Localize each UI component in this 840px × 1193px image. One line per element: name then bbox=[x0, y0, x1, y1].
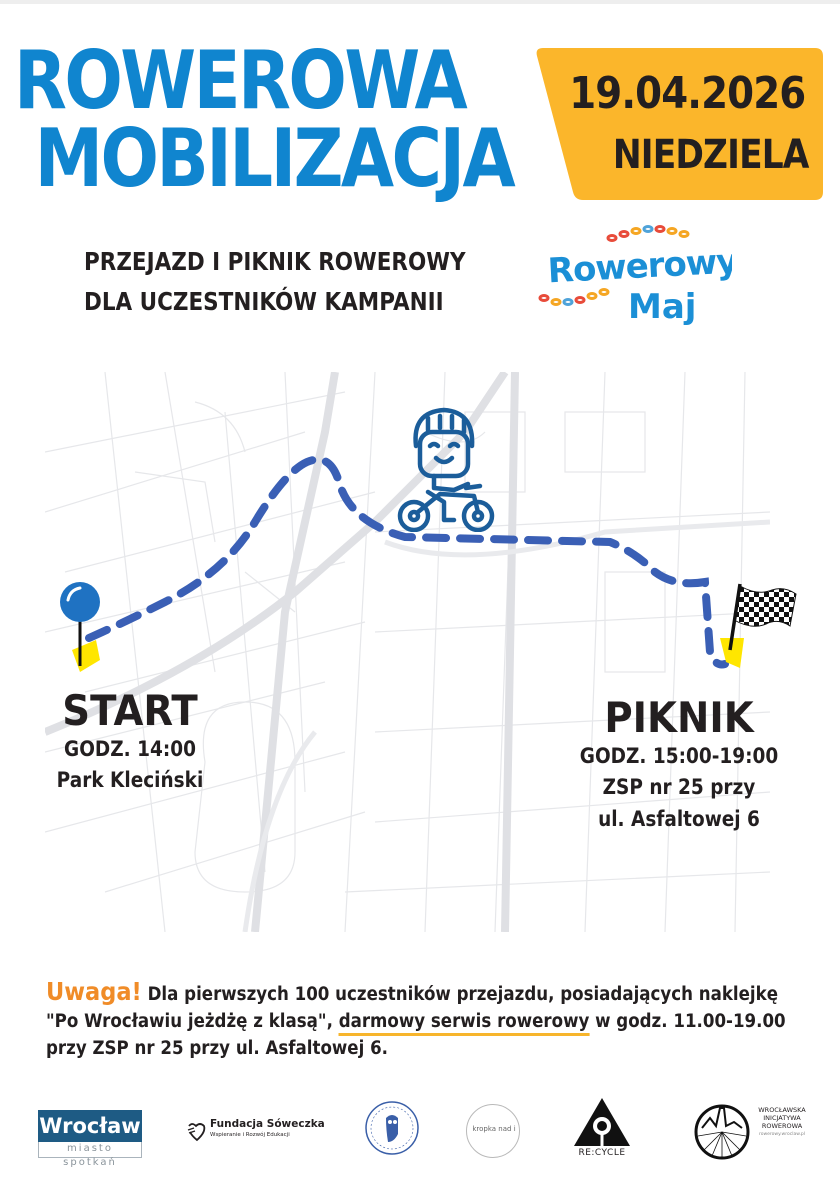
heart-hands-icon bbox=[186, 1120, 208, 1142]
title-line-1: ROWEROWA bbox=[14, 34, 466, 127]
notice-prefix: Uwaga! bbox=[46, 977, 142, 1006]
notice-highlight: darmowy serwis rowerowy bbox=[339, 1011, 590, 1036]
piknik-place-line-1: ZSP nr 25 przy bbox=[602, 775, 756, 799]
start-time: GODZ. 14:00 bbox=[64, 737, 196, 761]
cyclist-icon bbox=[394, 404, 498, 532]
event-day: NIEDZIELA bbox=[613, 132, 809, 178]
svg-text:Rowerowy: Rowerowy bbox=[546, 241, 732, 292]
title-line-2: MOBILIZACJA bbox=[34, 112, 514, 205]
date-badge bbox=[535, 48, 823, 200]
event-subtitle bbox=[84, 242, 466, 322]
wroclawska-inicjatywa-rowerowa-logo: WROCŁAWSKA INICJATYWA ROWEROWA rowerowy.wroclaw.pl bbox=[694, 1098, 834, 1162]
subtitle-line-1: PRZEJAZD I PIKNIK ROWEROWY bbox=[84, 247, 466, 276]
rowerowy-maj-logo bbox=[532, 222, 732, 332]
owl-badge-logo bbox=[364, 1100, 420, 1156]
subtitle-line-2: DLA UCZESTNIKÓW KAMPANII bbox=[84, 287, 444, 316]
notice-text: Uwaga! Dla pierwszych 100 uczestników przejazdu, posiadających naklejkę "Po Wrocławiu jeżdżę z klasą", darmowy serwis rowerowy w godz. 11.00-19.00 przy ZSP nr 25 przy ul. Asfaltowej 6. bbox=[46, 977, 786, 1059]
recycle-logo: RE:CYCLE bbox=[572, 1096, 632, 1162]
piknik-info bbox=[566, 695, 792, 835]
top-border bbox=[0, 0, 840, 4]
piknik-label: PIKNIK bbox=[604, 693, 754, 742]
fundacja-soweczka-logo: Fundacja Sóweczka Wspieranie i Rozwój Edukacji bbox=[186, 1118, 316, 1148]
sponsor-logos bbox=[0, 1092, 840, 1167]
start-place: Park Kleciński bbox=[56, 768, 204, 792]
piknik-place-line-2: ul. Asfaltowej 6 bbox=[598, 807, 760, 831]
piknik-time: GODZ. 15:00-19:00 bbox=[579, 744, 779, 768]
start-info bbox=[40, 688, 220, 796]
kropka-nad-i-logo: kropka nad i bbox=[466, 1104, 520, 1158]
start-label: START bbox=[62, 686, 198, 735]
start-pin-icon bbox=[58, 580, 118, 680]
svg-text:Maj: Maj bbox=[628, 287, 697, 327]
event-title bbox=[14, 34, 514, 205]
checkered-flag-icon bbox=[714, 582, 804, 672]
wroclaw-logo: Wrocław miasto spotkań bbox=[38, 1110, 142, 1158]
event-date: 19.04.2026 bbox=[568, 68, 805, 119]
